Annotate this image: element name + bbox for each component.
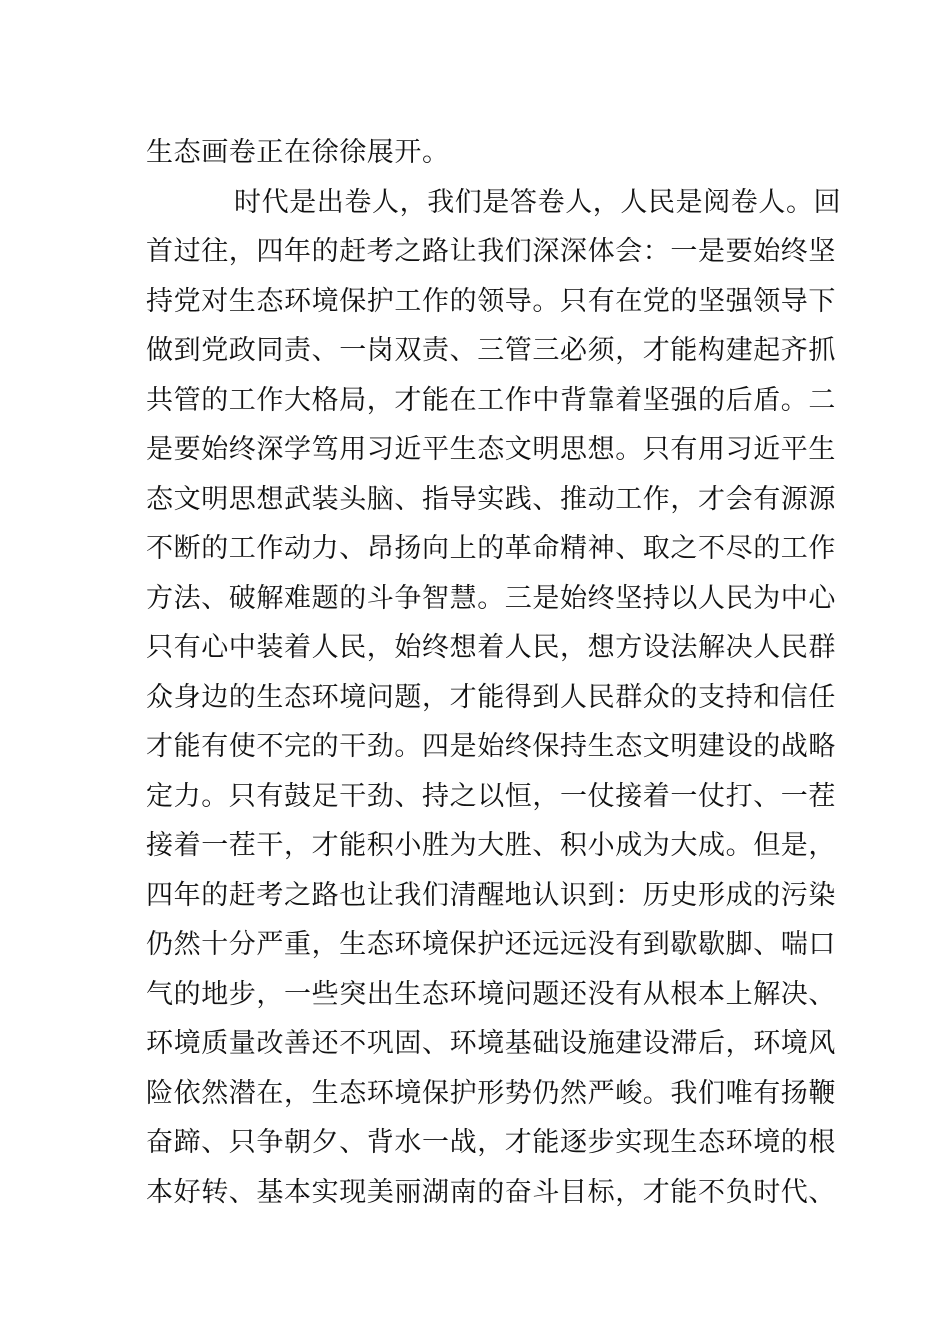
text-line: 共管的工作大格局，才能在工作中背靠着坚强的后盾。二 [146, 384, 836, 416]
text-line: 四年的赶考之路也让我们清醒地认识到：历史形成的污染 [146, 879, 836, 911]
text-line: 不断的工作动力、昂扬向上的革命精神、取之不尽的工作 [146, 533, 836, 564]
text-line: 持党对生态环境保护工作的领导。只有在党的坚强领导下 [146, 285, 836, 317]
text-line: 只有心中装着人民，始终想着人民，想方设法解决人民群 [146, 632, 836, 663]
paragraph-first-line: 时代是出卷人，我们是答卷人，人民是阅卷人。回 [234, 186, 842, 218]
text-line: 众身边的生态环境问题，才能得到人民群众的支持和信任 [146, 681, 836, 713]
text-line: 做到党政同责、一岗双责、三管三必须，才能构建起齐抓 [146, 335, 836, 366]
text-line: 态文明思想武装头脑、指导实践、推动工作，才会有源源 [146, 483, 836, 515]
text-line: 是要始终深学笃用习近平生态文明思想。只有用习近平生 [146, 434, 836, 465]
text-line: 险依然潜在，生态环境保护形势仍然严峻。我们唯有扬鞭 [146, 1077, 836, 1109]
text-line: 首过往，四年的赶考之路让我们深深体会：一是要始终坚 [146, 236, 836, 267]
text-line: 才能有使不完的干劲。四是始终保持生态文明建设的战略 [146, 731, 836, 762]
text-line: 本好转、基本实现美丽湖南的奋斗目标，才能不负时代、 [146, 1176, 836, 1208]
document-body [146, 128, 842, 1217]
text-line: 定力。只有鼓足干劲、持之以恒，一仗接着一仗打、一茬 [146, 780, 836, 812]
text-line: 仍然十分严重，生态环境保护还远远没有到歇歇脚、喘口 [146, 929, 836, 960]
text-line: 环境质量改善还不巩固、环境基础设施建设滞后，环境风 [146, 1028, 836, 1059]
text-line: 气的地步，一些突出生态环境问题还没有从根本上解决、 [146, 978, 836, 1010]
text-line: 接着一茬干，才能积小胜为大胜、积小成为大成。但是， [146, 830, 836, 861]
text-line: 生态画卷正在徐徐展开。 [146, 137, 450, 168]
text-line: 方法、破解难题的斗争智慧。三是始终坚持以人民为中心 [146, 582, 836, 614]
text-line: 奋蹄、只争朝夕、背水一战，才能逐步实现生态环境的根 [146, 1127, 836, 1158]
